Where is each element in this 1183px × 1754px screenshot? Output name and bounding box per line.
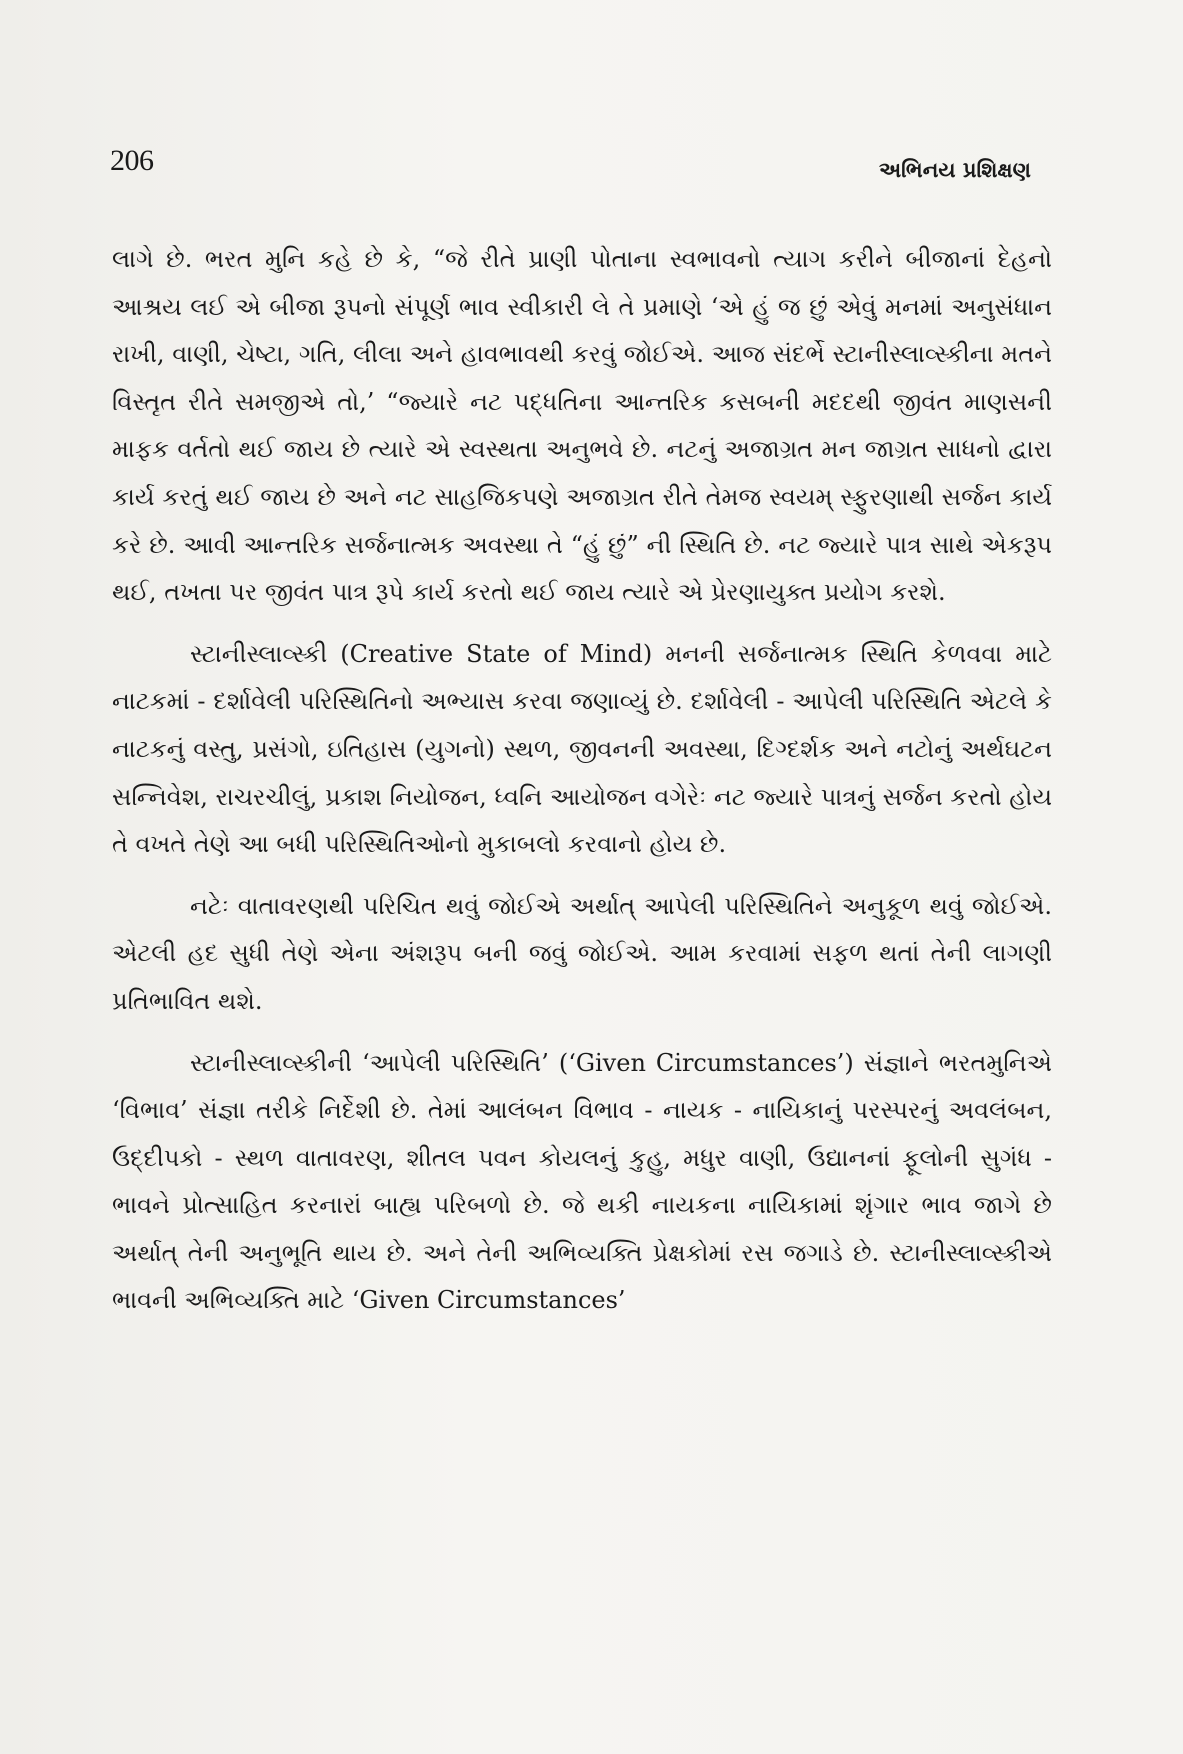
paragraph-4: સ્ટાનીસ્લાવ્સ્કીની ‘આપેલી પરિસ્થિતિ’ (‘Given Circumstances’) સંજ્ઞાને ભરતમુનિએ ‘વિભાવ’ સંજ્ઞા તરીકે નિર્દેશી છે. તેમાં આલંબન વિભાવ - નાયક - નાયિકાનું પરસ્પરનું અવલંબન, ઉદ્દીપકો - સ્થળ વાતાવરણ, શીતલ પવન કોયલનું કુહુ, મધુર વાણી, ઉદ્યાનનાં ફૂલોની સુગંધ - ભાવને પ્રોત્સાહિત કરનારાં બાહ્ય પરિબળો છે. જે થકી નાયકના નાયિકામાં શૃંગાર ભાવ જાગે છે અર્થાત્ તેની અનુભૂતિ થાય છે. અને તેની અભિવ્યક્તિ પ્રેક્ષકોમાં રસ જગાડે છે. સ્ટાનીસ્લાવ્સ્કીએ ભાવની અભિવ્યક્તિ માટે ‘Given Circumstances’ — [112, 1048, 1052, 1315]
running-header-title: અભિનય પ્રશિક્ષણ — [879, 158, 1031, 182]
paragraph-2: સ્ટાનીસ્લાવ્સ્કી (Creative State of Mind) મનની સર્જનાત્મક સ્થિતિ કેળવવા માટે નાટકમાં - દર્શાવેલી પરિસ્થિતિનો અભ્યાસ કરવા જણાવ્યું છે. દર્શાવેલી - આપેલી પરિસ્થિતિ એટલે કે નાટકનું વસ્તુ, પ્રસંગો, ઇતિહાસ (યુગનો) સ્થળ, જીવનની અવસ્થા, દિગ્દર્શક અને નટોનું અર્થઘટન સન્નિવેશ, રાચરચીલું, પ્રકાશ નિયોજન, ધ્વનિ આયોજન વગેરેઃ નટ જ્યારે પાત્રનું સર્જન કરતો હોય તે વખતે તેણે આ બધી પરિસ્થિતિઓનો મુકાબલો કરવાનો હોય છે. — [112, 639, 1052, 859]
paragraph-3: નટેઃ વાતાવરણથી પરિચિત થવું જોઈએ અર્થાત્ આપેલી પરિસ્થિતિને અનુકૂળ થવું જોઈએ. એટલી હદ સુધી તેણે એના અંશરૂપ બની જવું જોઈએ. આમ કરવામાં સફળ થતાં તેની લાગણી પ્રતિભાવિત થશે. — [112, 891, 1052, 1015]
body-text — [112, 236, 1052, 1339]
page-number: 206 — [110, 144, 154, 177]
paragraph-1: લાગે છે. ભરત મુનિ કહે છે કે, “જે રીતે પ્રાણી પોતાના સ્વભાવનો ત્યાગ કરીને બીજાનાં દેહનો આશ્રય લઈ એ બીજા રૂપનો સંપૂર્ણ ભાવ સ્વીકારી લે તે પ્રમાણે ‘એ હું જ છું એવું મનમાં અનુસંધાન રાખી, વાણી, ચેષ્ટા, ગતિ, લીલા અને હાવભાવથી કરવું જોઈએ. આજ સંદર્ભે સ્ટાનીસ્લાવ્સ્કીના મતને વિસ્તૃત રીતે સમજીએ તો,’ “જ્યારે નટ પદ્ધતિના આન્તરિક કસબની મદદથી જીવંત માણસની માફક વર્તતો થઈ જાય છે ત્યારે એ સ્વસ્થતા અનુભવે છે. નટનું અજાગ્રત મન જાગ્રત સાધનો દ્વારા કાર્ય કરતું થઈ જાય છે અને નટ સાહજિકપણે અજાગ્રત રીતે તેમજ સ્વયમ્ સ્ફુરણાથી સર્જન કાર્ય કરે છે. આવી આન્તરિક સર્જનાત્મક અવસ્થા તે “હું છું” ની સ્થિતિ છે. નટ જ્યારે પાત્ર સાથે એકરૂપ થઈ, તખતા પર જીવંત પાત્ર રૂપે કાર્ય કરતો થઈ જાય ત્યારે એ પ્રેરણાયુક્ત પ્રયોગ કરશે. — [112, 245, 1052, 607]
